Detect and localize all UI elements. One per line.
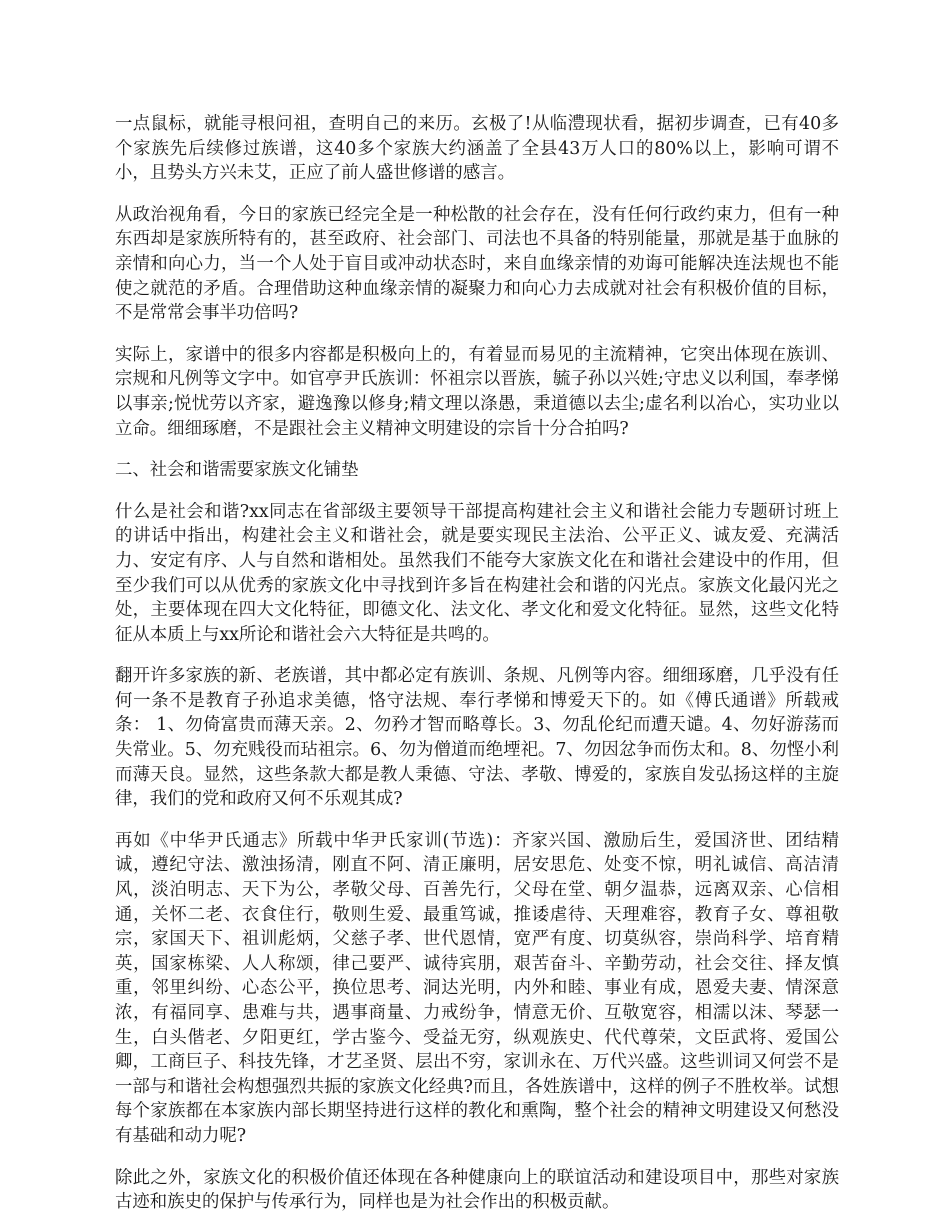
paragraph-political-view: 从政治视角看，今日的家族已经完全是一种松散的社会存在，没有任何行政约束力，但有一种东西却是家族所特有的，甚至政府、社会部门、司法也不具备的特别能量，那就是基于血脉的亲情和向心力，当一个人处于盲目或冲动状态时，来自血缘亲情的劝诲可能解决连法规也不能使之就范的矛盾。合理借助这种血缘亲情的凝聚力和向心力去成就对社会有积极价值的目标，不是常常会事半功倍吗? xyxy=(115,204,839,324)
paragraph-fu-clan-precepts: 翻开许多家族的新、老族谱，其中都必定有族训、条规、凡例等内容。细细琢磨，几乎没有任何一条不是教育子孙追求美德，恪守法规、奉行孝悌和博爱天下的。如《傅氏通谱》所载戒条： 1、勿倚富贵而薄天亲。2、勿矜才智而略尊长。3、勿乱伦纪而遭天谴。4、勿好游荡而失常业。5、勿充贱役而玷祖宗。6、勿为僧道而绝堙祀。7、勿因忿争而伤太和。8、勿悭小利而薄天良。显然，这些条款大都是教人秉德、守法、孝敬、博爱的，家族自发弘扬这样的主旋律，我们的党和政府又何不乐观其成? xyxy=(115,666,839,810)
paragraph-yin-clan-instructions: 再如《中华尹氏通志》所载中华尹氏家训(节选)：齐家兴国、激励后生，爱国济世、团结精诚，遵纪守法、激浊扬清，刚直不阿、清正廉明，居安思危、处变不惊，明礼诚信、高洁清风，淡泊明志、天下为公，孝敬父母、百善先行，父母在堂、朝夕温恭，远离双亲、心信相通，关怀二老、衣食住行，敬则生爱、最重笃诚，推诿虐待、天理难容，教育子女、尊祖敬宗，家国天下、祖训彪炳，父慈子孝、世代恩情，宽严有度、切莫纵容，崇尚科学、培育精英，国家栋梁、人人称颂，律己要严、诚待宾朋，艰苦奋斗、辛勤劳动，社会交往、择友慎重，邻里纠纷、心态公平，换位思考、洞达光明，内外和睦、事业有成，恩爱夫妻、情深意浓，有福同享、患难与共，遇事商量、力戒纷争，情意无价、互敬宽容，相濡以沫、琴瑟一生，白头偕老、夕阳更红，学古鉴今、受益无穷，纵观族史、代代尊荣，文臣武将、爱国公卿，工商巨子、科技先锋，才艺圣贤、层出不穷，家训永在、万代兴盛。这些训词又何尝不是一部与和谐社会构想强烈共振的家族文化经典?而且，各姓族谱中，这样的例子不胜枚举。试想每个家族都在本家族内部长期坚持进行这样的教化和熏陶，整个社会的精神文明建设又何愁没有基础和动力呢? xyxy=(115,830,839,1146)
paragraph-social-harmony: 什么是社会和谐?xx同志在省部级主要领导干部提高构建社会主义和谐社会能力专题研讨班上的讲话中指出，构建社会主义和谐社会，就是要实现民主法治、公平正义、诚友爱、充满活力、安定有序、人与自然和谐相处。虽然我们不能夸大家族文化在和谐社会建设中的作用，但至少我们可以从优秀的家族文化中寻找到许多旨在构建社会和谐的闪光点。家族文化最闪光之处，主要体现在四大文化特征，即德文化、法文化、孝文化和爱文化特征。显然，这些文化特征从本质上与xx所论和谐社会六大特征是共鸣的。 xyxy=(115,501,839,645)
paragraph-conclusion: 除此之外，家族文化的积极价值还体现在各种健康向上的联谊活动和建设项目中，那些对家族古迹和族史的保护与传承行为，同样也是为社会作出的积极贡献。 xyxy=(115,1167,839,1213)
section-heading: 二、社会和谐需要家族文化铺垫 xyxy=(115,460,359,481)
paragraph-genealogy-search: 一点鼠标，就能寻根问祖，查明自己的来历。玄极了!从临澧现状看，据初步调查，已有40多个家族先后续修过族谱，这40多个家族大约涵盖了全县43万人口的80%以上，影响可谓不小，且势头方兴未艾，正应了前人盛世修谱的感言。 xyxy=(115,114,839,184)
paragraph-family-rules: 实际上，家谱中的很多内容都是积极向上的，有着显而易见的主流精神，它突出体现在族训、宗规和凡例等文字中。如官亭尹氏族训：怀祖宗以晋族，毓子孙以兴姓;守忠义以利国，奉孝悌以事亲;悦忧劳以齐家，避逸豫以修身;精文理以涤愚，秉道德以去尘;虚名利以冶心，实功业以立命。细细琢磨，不是跟社会主义精神文明建设的宗旨十分合拍吗? xyxy=(115,344,839,439)
document-body xyxy=(115,112,839,1232)
